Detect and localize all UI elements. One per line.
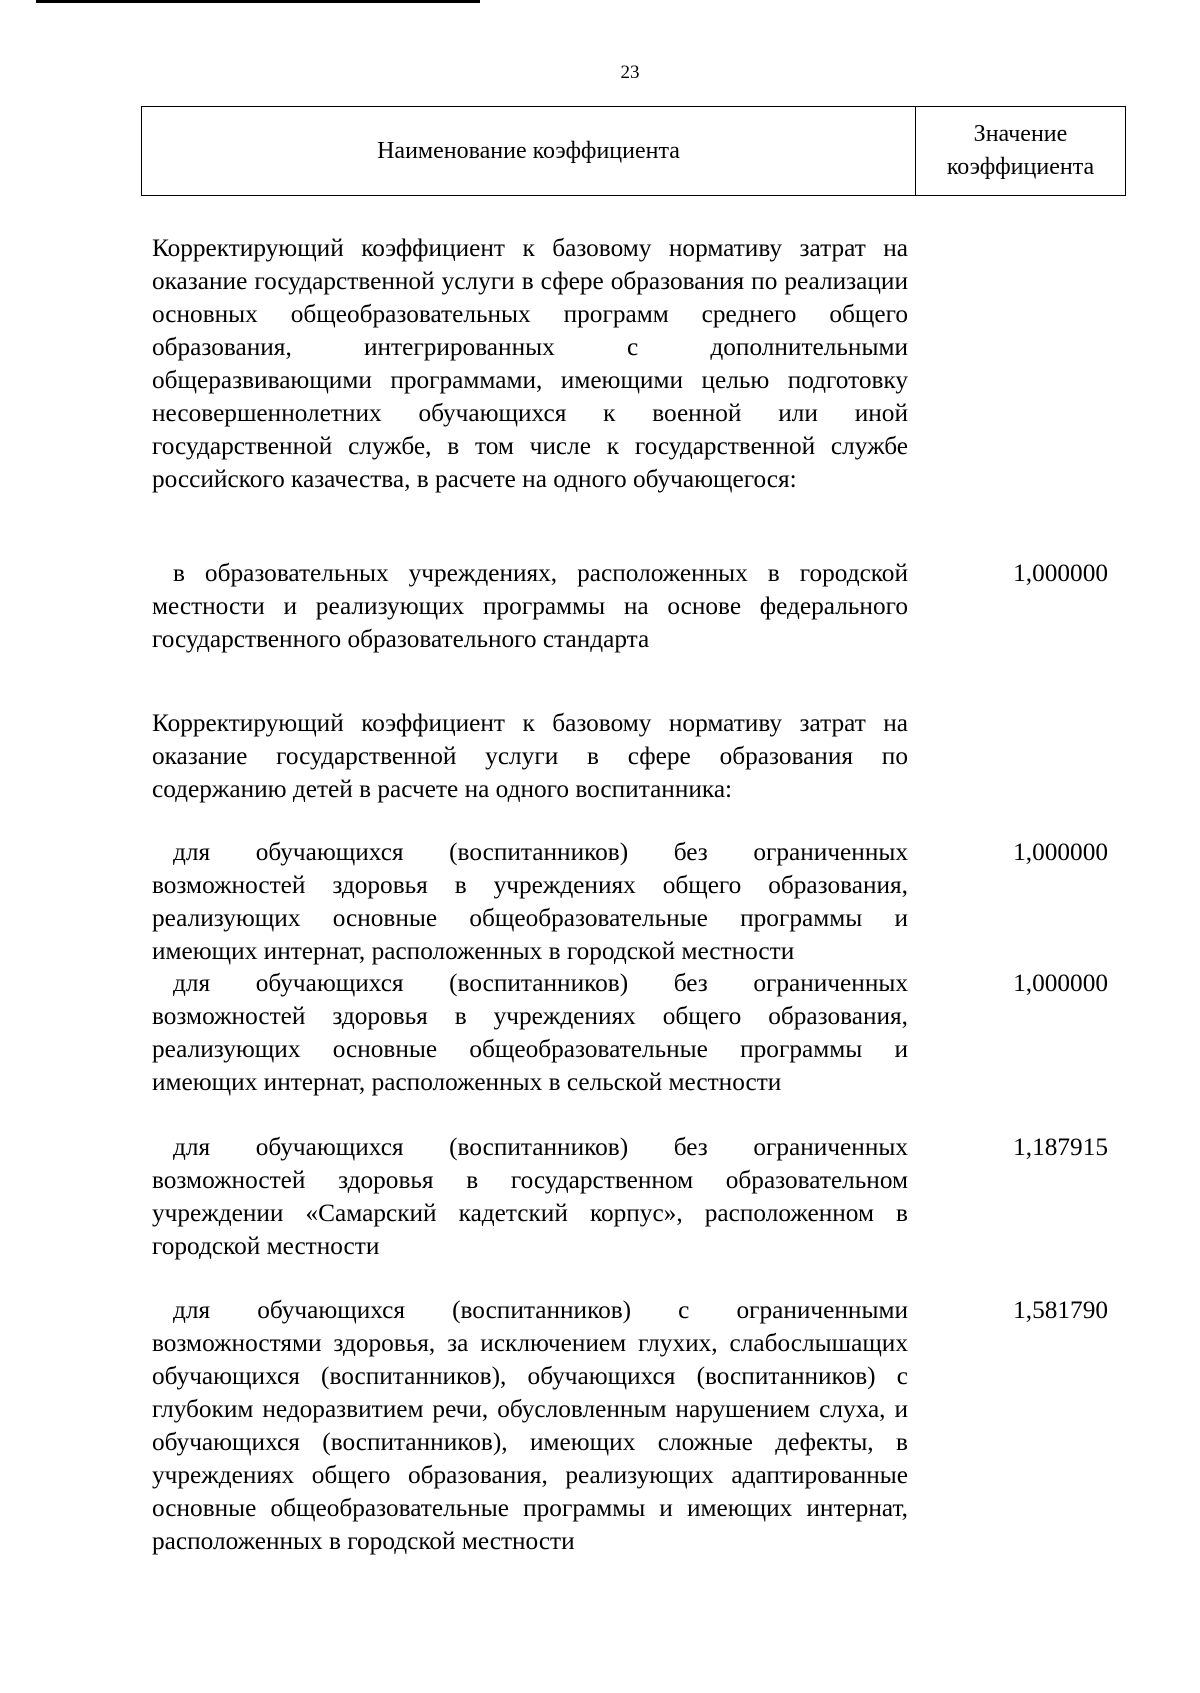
section2-heading: Корректирующий коэффициент к базовому нормативу затрат на оказание государственной услуги в сфере образования по содержанию детей в расчете на одного воспитанника: — [152, 709, 908, 803]
section2-row-2 — [152, 967, 1152, 1099]
page-number: 23 — [620, 62, 640, 83]
row-text: для обучающихся (воспитанников) без ограниченных возможностей здоровья в учреждениях общего образования, реализующих основные общеобразовательные программы и имеющих интернат, расположенных в сельской местности — [152, 969, 908, 1096]
row-value: 1,000000 — [1013, 559, 1108, 587]
row-value: 1,000000 — [1013, 969, 1108, 997]
row-text: для обучающихся (воспитанников) без ограниченных возможностей здоровья в учреждениях общего образования, реализующих основные общеобразовательные программы и имеющих интернат, расположенных в городской местности — [152, 838, 908, 965]
row-value: 1,000000 — [1013, 838, 1108, 866]
header-value-line2: коэффициента — [946, 154, 1095, 180]
section1-row-1 — [152, 557, 1152, 656]
coefficient-table-header — [141, 106, 1126, 196]
section1-heading: Корректирующий коэффициент к базовому нормативу затрат на оказание государственной услуги в сфере образования по реализации основных общеобразовательных программ среднего общего образования, интегрированных с дополнительными общеразвивающими программами, имеющими целью подготовку несовершеннолетних обучающихся к военной или иной государственной службе, в том числе к государственной службе российского казачества, в расчете на одного обучающегося: — [152, 234, 908, 493]
section2-row-3 — [152, 1131, 1152, 1263]
row-text: в образовательных учреждениях, расположенных в городской местности и реализующих программы на основе федерального государственного образовательного стандарта — [152, 559, 908, 653]
row-value: 1,581790 — [1013, 1296, 1108, 1324]
section2-row-1 — [152, 836, 1152, 968]
row-value: 1,187915 — [1013, 1133, 1108, 1161]
section2-row-4 — [152, 1294, 1152, 1558]
header-value-column — [916, 107, 1125, 195]
row-text: для обучающихся (воспитанников) без ограниченных возможностей здоровья в государственном образовательном учреждении «Самарский кадетский корпус», расположенном в городской местности — [152, 1133, 908, 1260]
header-name-column: Наименование коэффициента — [142, 107, 916, 195]
row-text: для обучающихся (воспитанников) с ограниченными возможностями здоровья, за исключением глухих, слабослышащих обучающихся (воспитанников), обучающихся (воспитанников) с глубоким недоразвитием речи, обусловленным нарушением слуха, и обучающихся (воспитанников), имеющих сложные дефекты, в учреждениях общего образования, реализующих адаптированные основные общеобразовательные программы и имеющих интернат, расположенных в городской местности — [152, 1296, 908, 1555]
header-value-line1: Значение — [973, 121, 1068, 147]
top-rule — [36, 0, 480, 3]
